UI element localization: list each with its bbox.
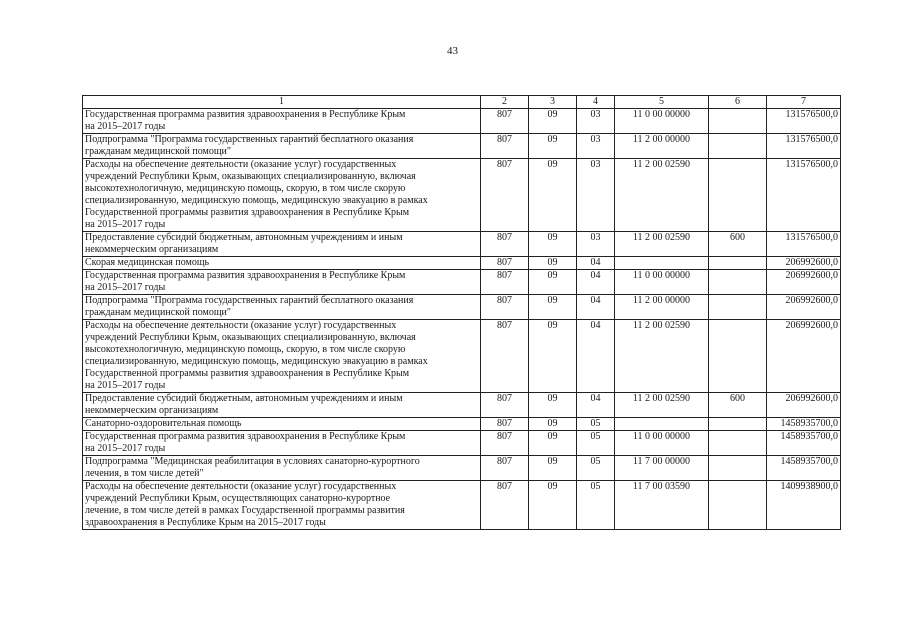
row-name-cell xyxy=(83,270,481,295)
gov-code-cell: 807 xyxy=(481,431,529,456)
table-row xyxy=(83,393,841,418)
subsection-code-cell: 05 xyxy=(577,431,615,456)
row-name-line: на 2015–2017 годы xyxy=(85,219,166,230)
subsection-code-cell: 05 xyxy=(577,418,615,431)
section-code-cell: 09 xyxy=(529,270,577,295)
row-name-line: на 2015–2017 годы xyxy=(85,443,166,454)
gov-code-cell: 807 xyxy=(481,418,529,431)
row-name-line: лечение, в том числе детей в рамках Государственной программы развития xyxy=(85,505,405,516)
header-row xyxy=(83,96,841,109)
target-article-cell: 11 2 00 02590 xyxy=(615,232,709,257)
row-name-line: учреждений Республики Крым, оказывающих специализированную, включая xyxy=(85,171,416,182)
table-row xyxy=(83,456,841,481)
gov-code-cell: 807 xyxy=(481,257,529,270)
table-row xyxy=(83,295,841,320)
section-code-cell: 09 xyxy=(529,320,577,393)
subsection-code-cell: 04 xyxy=(577,257,615,270)
subsection-code-cell: 04 xyxy=(577,295,615,320)
amount-cell: 1458935700,0 xyxy=(767,418,841,431)
section-code-cell: 09 xyxy=(529,232,577,257)
amount-cell: 131576500,0 xyxy=(767,109,841,134)
table-body xyxy=(83,109,841,530)
row-name-line: Предоставление субсидий бюджетным, автономным учреждениям и иным xyxy=(85,393,403,404)
row-name-line: Расходы на обеспечение деятельности (оказание услуг) государственных xyxy=(85,320,397,331)
header-col-7: 7 xyxy=(767,96,841,109)
target-article-cell: 11 0 00 00000 xyxy=(615,270,709,295)
amount-cell: 206992600,0 xyxy=(767,270,841,295)
row-name-cell xyxy=(83,431,481,456)
row-name-line: Расходы на обеспечение деятельности (оказание услуг) государственных xyxy=(85,159,397,170)
amount-cell: 206992600,0 xyxy=(767,320,841,393)
amount-cell: 131576500,0 xyxy=(767,232,841,257)
row-name-line: специализированную, медицинскую помощь, медицинскую эвакуацию в рамках xyxy=(85,356,428,367)
gov-code-cell: 807 xyxy=(481,393,529,418)
subsection-code-cell: 03 xyxy=(577,159,615,232)
table-row xyxy=(83,481,841,530)
row-name-line: Предоставление субсидий бюджетным, автономным учреждениям и иным xyxy=(85,232,403,243)
row-name-cell xyxy=(83,481,481,530)
target-article-cell: 11 2 00 02590 xyxy=(615,159,709,232)
header-col-6: 6 xyxy=(709,96,767,109)
row-name-line: Государственной программы развития здравоохранения в Республике Крым xyxy=(85,368,410,379)
row-name-line: на 2015–2017 годы xyxy=(85,282,166,293)
amount-cell: 131576500,0 xyxy=(767,134,841,159)
row-name-cell xyxy=(83,159,481,232)
table-row xyxy=(83,232,841,257)
target-article-cell: 11 2 00 00000 xyxy=(615,134,709,159)
subsection-code-cell: 05 xyxy=(577,456,615,481)
row-name-line: некоммерческим организациям xyxy=(85,405,219,416)
gov-code-cell: 807 xyxy=(481,270,529,295)
gov-code-cell: 807 xyxy=(481,481,529,530)
gov-code-cell: 807 xyxy=(481,109,529,134)
expense-type-cell xyxy=(709,456,767,481)
expense-type-cell: 600 xyxy=(709,232,767,257)
expense-type-cell xyxy=(709,257,767,270)
section-code-cell: 09 xyxy=(529,257,577,270)
table-row xyxy=(83,270,841,295)
amount-cell: 1458935700,0 xyxy=(767,456,841,481)
table-row xyxy=(83,159,841,232)
subsection-code-cell: 03 xyxy=(577,109,615,134)
header-col-4: 4 xyxy=(577,96,615,109)
expense-type-cell xyxy=(709,270,767,295)
row-name-line: Государственная программа развития здравоохранения в Республике Крым xyxy=(85,270,406,281)
row-name-line: Государственная программа развития здравоохранения в Республике Крым xyxy=(85,109,406,120)
target-article-cell: 11 2 00 00000 xyxy=(615,295,709,320)
gov-code-cell: 807 xyxy=(481,456,529,481)
row-name-line: Подпрограмма "Программа государственных гарантий бесплатного оказания xyxy=(85,134,414,145)
row-name-cell xyxy=(83,232,481,257)
header-col-5: 5 xyxy=(615,96,709,109)
target-article-cell: 11 0 00 00000 xyxy=(615,431,709,456)
row-name-line: Государственная программа развития здравоохранения в Республике Крым xyxy=(85,431,406,442)
subsection-code-cell: 04 xyxy=(577,393,615,418)
table-row xyxy=(83,431,841,456)
row-name-cell xyxy=(83,418,481,431)
table-row xyxy=(83,134,841,159)
header-col-1: 1 xyxy=(83,96,481,109)
table-row xyxy=(83,418,841,431)
row-name-line: некоммерческим организациям xyxy=(85,244,219,255)
gov-code-cell: 807 xyxy=(481,134,529,159)
target-article-cell xyxy=(615,418,709,431)
section-code-cell: 09 xyxy=(529,109,577,134)
row-name-cell xyxy=(83,295,481,320)
amount-cell: 206992600,0 xyxy=(767,295,841,320)
amount-cell: 131576500,0 xyxy=(767,159,841,232)
row-name-line: высокотехнологичную, медицинскую помощь, скорую, в том числе скорую xyxy=(85,183,406,194)
row-name-line: здравоохранения в Республике Крым на 2015–2017 годы xyxy=(85,517,326,528)
expense-type-cell xyxy=(709,320,767,393)
section-code-cell: 09 xyxy=(529,418,577,431)
gov-code-cell: 807 xyxy=(481,232,529,257)
row-name-cell xyxy=(83,393,481,418)
section-code-cell: 09 xyxy=(529,431,577,456)
target-article-cell: 11 2 00 02590 xyxy=(615,393,709,418)
expense-type-cell xyxy=(709,418,767,431)
row-name-line: на 2015–2017 годы xyxy=(85,380,166,391)
target-article-cell: 11 0 00 00000 xyxy=(615,109,709,134)
section-code-cell: 09 xyxy=(529,295,577,320)
expense-type-cell: 600 xyxy=(709,393,767,418)
row-name-cell xyxy=(83,456,481,481)
expense-type-cell xyxy=(709,109,767,134)
header-col-2: 2 xyxy=(481,96,529,109)
section-code-cell: 09 xyxy=(529,134,577,159)
amount-cell: 206992600,0 xyxy=(767,257,841,270)
row-name-line: специализированную, медицинскую помощь, медицинскую эвакуацию в рамках xyxy=(85,195,428,206)
row-name-cell xyxy=(83,257,481,270)
row-name-line: учреждений Республики Крым, осуществляющих санаторно-курортное xyxy=(85,493,391,504)
table-row xyxy=(83,257,841,270)
row-name-line: гражданам медицинской помощи" xyxy=(85,146,231,157)
row-name-line: Расходы на обеспечение деятельности (оказание услуг) государственных xyxy=(85,481,397,492)
expense-type-cell xyxy=(709,295,767,320)
subsection-code-cell: 04 xyxy=(577,270,615,295)
expense-type-cell xyxy=(709,159,767,232)
header-col-3: 3 xyxy=(529,96,577,109)
subsection-code-cell: 03 xyxy=(577,232,615,257)
subsection-code-cell: 03 xyxy=(577,134,615,159)
gov-code-cell: 807 xyxy=(481,320,529,393)
amount-cell: 1458935700,0 xyxy=(767,431,841,456)
table-row xyxy=(83,109,841,134)
expense-type-cell xyxy=(709,431,767,456)
section-code-cell: 09 xyxy=(529,456,577,481)
row-name-line: Государственной программы развития здравоохранения в Республике Крым xyxy=(85,207,410,218)
row-name-line: учреждений Республики Крым, оказывающих специализированную, включая xyxy=(85,332,416,343)
row-name-line: Подпрограмма "Медицинская реабилитация в условиях санаторно-курортного xyxy=(85,456,420,467)
table-row xyxy=(83,320,841,393)
row-name-line: Скорая медицинская помощь xyxy=(85,257,210,268)
section-code-cell: 09 xyxy=(529,393,577,418)
row-name-line: Подпрограмма "Программа государственных гарантий бесплатного оказания xyxy=(85,295,414,306)
subsection-code-cell: 05 xyxy=(577,481,615,530)
expense-type-cell xyxy=(709,134,767,159)
row-name-line: Санаторно-оздоровительная помощь xyxy=(85,418,242,429)
row-name-line: лечения, в том числе детей" xyxy=(85,468,204,479)
gov-code-cell: 807 xyxy=(481,159,529,232)
row-name-line: гражданам медицинской помощи" xyxy=(85,307,231,318)
amount-cell: 1409938900,0 xyxy=(767,481,841,530)
row-name-cell xyxy=(83,134,481,159)
section-code-cell: 09 xyxy=(529,481,577,530)
page-number: 43 xyxy=(447,45,458,57)
target-article-cell: 11 7 00 00000 xyxy=(615,456,709,481)
row-name-line: высокотехнологичную, медицинскую помощь, скорую, в том числе скорую xyxy=(85,344,406,355)
gov-code-cell: 807 xyxy=(481,295,529,320)
subsection-code-cell: 04 xyxy=(577,320,615,393)
expense-type-cell xyxy=(709,481,767,530)
target-article-cell: 11 2 00 02590 xyxy=(615,320,709,393)
section-code-cell: 09 xyxy=(529,159,577,232)
target-article-cell xyxy=(615,257,709,270)
amount-cell: 206992600,0 xyxy=(767,393,841,418)
row-name-line: на 2015–2017 годы xyxy=(85,121,166,132)
target-article-cell: 11 7 00 03590 xyxy=(615,481,709,530)
row-name-cell xyxy=(83,109,481,134)
budget-table xyxy=(82,95,841,530)
row-name-cell xyxy=(83,320,481,393)
